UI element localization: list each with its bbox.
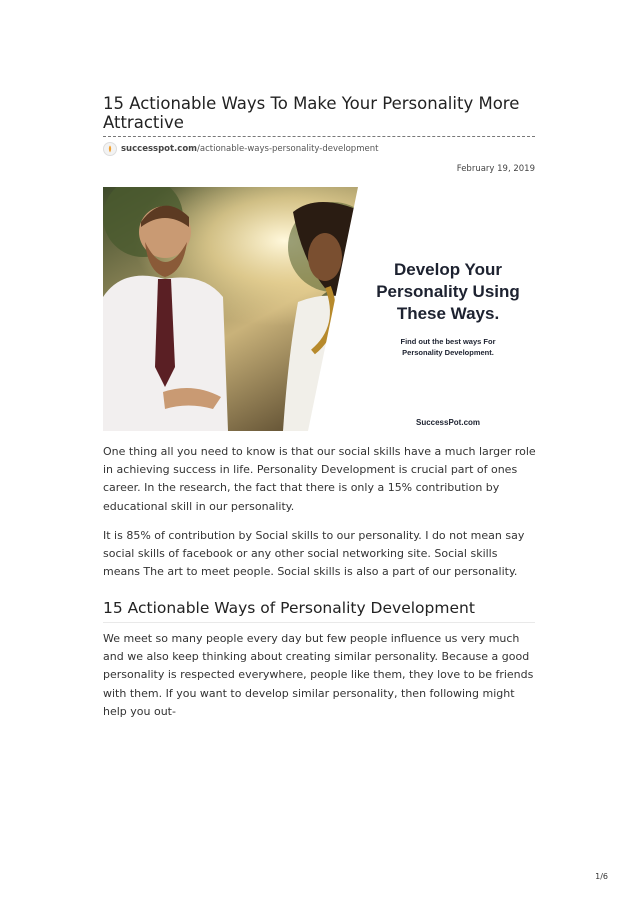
paragraph-social-skills: It is 85% of contribution by Social skills to our personality. I do not mean say social skills of facebook or any other social networking site. Social skills means The art to meet people. Social skills is also a part of our personality.	[103, 529, 525, 579]
source-domain[interactable]: successpot.com	[121, 144, 198, 154]
section-heading: 15 Actionable Ways of Personality Development	[103, 598, 535, 623]
source-link[interactable]	[103, 141, 378, 157]
title-divider	[103, 136, 535, 137]
hero-brand: SuccessPot.com	[415, 418, 481, 427]
page-title: 15 Actionable Ways To Make Your Personality More Attractive	[103, 94, 520, 132]
hero-headline-line1: Develop Your	[393, 260, 503, 279]
paragraph-intro: One thing all you need to know is that our social skills have a much larger role in achieving success in life. Personality Development is crucial part of ones career. In the research, the fact that there is only a 15% contribution by educational skill in our personality.	[103, 445, 536, 513]
page-number: 1/6	[595, 872, 608, 881]
hero-subline1: Find out the best ways For	[400, 337, 496, 346]
hero-subline2: Personality Development.	[402, 348, 494, 357]
source-path[interactable]: /actionable-ways-personality-development	[197, 144, 379, 154]
hero-headline-line3: These Ways.	[396, 304, 500, 323]
hero-headline-line2: Personality Using	[376, 282, 520, 301]
successpot-favicon-icon	[103, 142, 117, 156]
hero-image	[103, 187, 535, 431]
post-date: February 19, 2019	[456, 164, 535, 174]
paragraph-section: We meet so many people every day but few people influence us very much and we also keep thinking about creating similar personality. Because a good personality is respected everywhere, people like them, they love to be friends with them. If you want to develop similar personality, then following might help you out-	[103, 632, 534, 718]
